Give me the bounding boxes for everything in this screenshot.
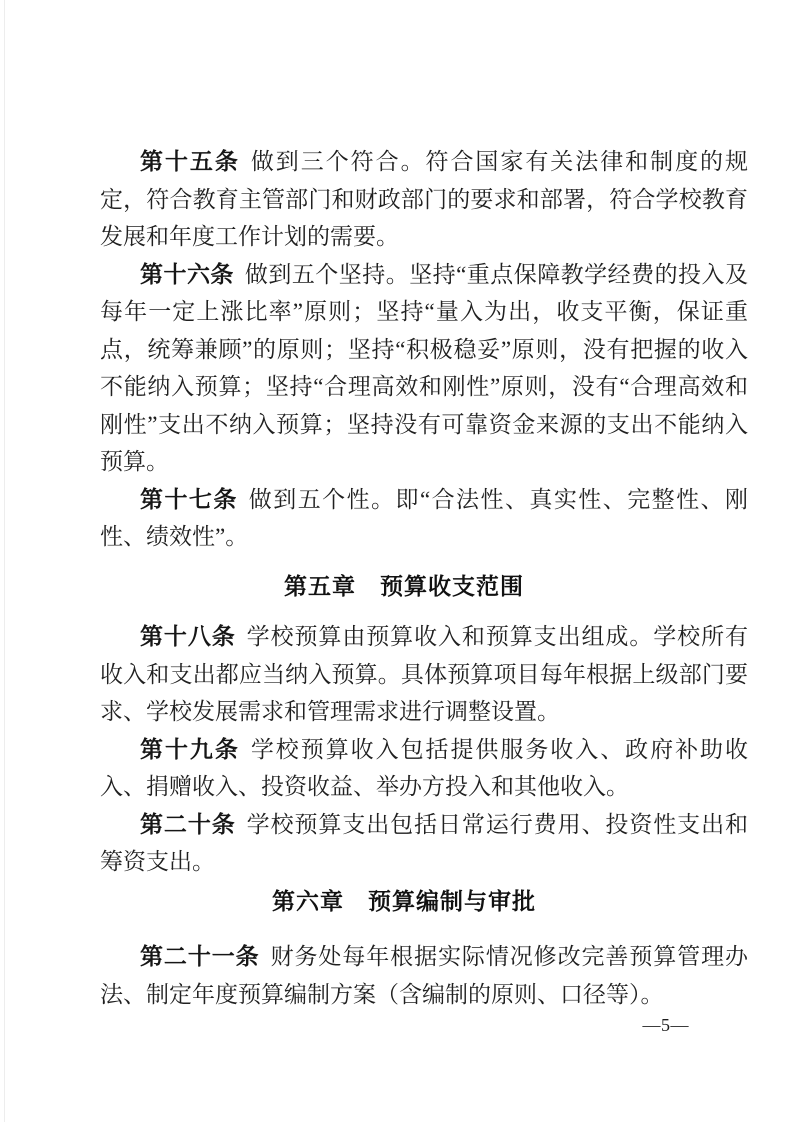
page-number: —5— xyxy=(642,1015,689,1035)
article-18 xyxy=(100,618,748,731)
chapter-5-heading: 第五章 预算收支范围 xyxy=(284,572,524,599)
article-15 xyxy=(100,143,748,256)
chapter-6-heading: 第六章 预算编制与审批 xyxy=(272,887,536,914)
article-20 xyxy=(100,806,748,881)
article-19-text: 学校预算收入包括提供服务收入、政府补助收入、捐赠收入、投资收益、举办方投入和其他收入。 xyxy=(100,736,749,799)
article-15-number: 第十五条 xyxy=(140,149,240,174)
article-20-number: 第二十条 xyxy=(140,811,236,837)
article-21 xyxy=(100,938,748,1013)
article-17-number: 第十七条 xyxy=(140,486,238,512)
article-20-text: 学校预算支出包括日常运行费用、投资性支出和筹资支出。 xyxy=(100,811,749,874)
article-18-text: 学校预算由预算收入和预算支出组成。学校所有收入和支出都应当纳入预算。具体预算项目每年根据上级部门要求、学校发展需求和管理需求进行调整设置。 xyxy=(100,624,749,724)
article-17-text: 做到五个性。即“合法性、真实性、完整性、刚性、绩效性”。 xyxy=(100,486,748,549)
article-17 xyxy=(100,481,748,556)
article-15-text: 做到三个符合。符合国家有关法律和制度的规定，符合教育主管部门和财政部门的要求和部署，符合学校教育发展和年度工作计划的需要。 xyxy=(100,149,749,249)
article-16-text: 做到五个坚持。坚持“重点保障教学经费的投入及每年一定上涨比率”原则；坚持“量入为出，收支平衡，保证重点，统筹兼顾”的原则；坚持“积极稳妥”原则，没有把握的收入不能纳入预算；坚持“合理高效和刚性”原则，没有“合理高效和刚性”支出不纳入预算；坚持没有可靠资金来源的支出不能纳入预算。 xyxy=(100,261,748,474)
article-18-number: 第十八条 xyxy=(140,624,236,649)
article-19 xyxy=(100,731,748,806)
article-19-number: 第十九条 xyxy=(140,736,240,762)
document-body xyxy=(100,143,748,1013)
article-21-text: 财务处每年根据实际情况修改完善预算管理办法、制定年度预算编制方案（含编制的原则、口径等）。 xyxy=(100,944,749,1007)
article-16-number: 第十六条 xyxy=(140,261,234,287)
scan-edge-artifact xyxy=(4,0,5,1122)
article-16 xyxy=(100,256,748,481)
article-21-number: 第二十一条 xyxy=(140,944,260,969)
